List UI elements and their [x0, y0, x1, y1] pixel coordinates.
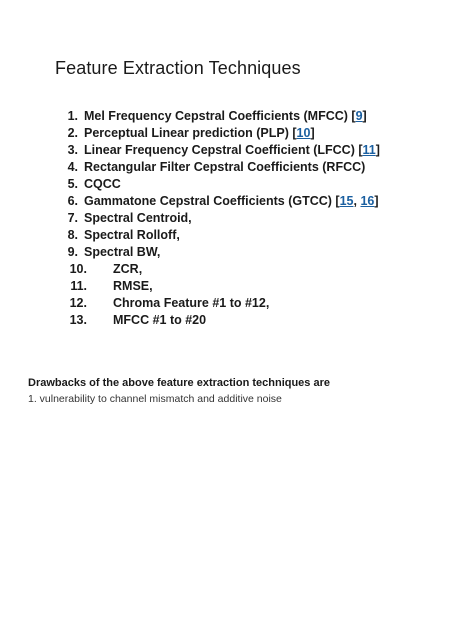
citation-link[interactable]: 9 — [355, 109, 363, 123]
list-text: ZCR, — [113, 262, 143, 276]
list-text: Chroma Feature #1 to #12, — [113, 296, 270, 310]
list-text: Spectral Rolloff, — [84, 228, 180, 242]
list-text: Spectral BW, — [84, 245, 161, 259]
list-number: 5. — [67, 177, 78, 191]
list-text: MFCC #1 to #20 — [113, 313, 207, 327]
list-number: 7. — [67, 211, 78, 225]
list-number: 13. — [69, 313, 87, 327]
citation-link[interactable]: 11 — [362, 143, 376, 157]
list-number: 8. — [67, 228, 78, 242]
citation-link[interactable]: 16 — [360, 194, 375, 208]
citation-link[interactable]: 10 — [296, 126, 311, 140]
citation-link[interactable]: 15 — [339, 194, 354, 208]
list-number: 2. — [67, 126, 78, 140]
list-number: 1. — [67, 109, 78, 123]
list-text: Rectangular Filter Cepstral Coefficients (RFCC) — [84, 160, 366, 174]
drawbacks-item: 1. vulnerability to channel mismatch and additive noise — [28, 393, 282, 405]
list-number: 3. — [67, 143, 78, 157]
list-number: 6. — [67, 194, 78, 208]
list-text: CQCC — [84, 177, 121, 191]
list-text: Spectral Centroid, — [84, 211, 192, 225]
list-text: RMSE, — [113, 279, 153, 293]
list-number: 11. — [70, 279, 87, 293]
drawbacks-heading: Drawbacks of the above feature extraction techniques are — [28, 377, 330, 389]
page-title: Feature Extraction Techniques — [55, 58, 301, 78]
list-text: Linear Frequency Cepstral Coefficient (LFCC) [11] — [84, 143, 380, 157]
list-number: 12. — [69, 296, 87, 310]
list-number: 9. — [67, 245, 78, 259]
list-text: Mel Frequency Cepstral Coefficients (MFCC) [9] — [84, 109, 367, 123]
list-text: Perceptual Linear prediction (PLP) [10] — [84, 126, 315, 140]
list-number: 4. — [67, 160, 78, 174]
list-number: 10. — [69, 262, 87, 276]
list-text: Gammatone Cepstral Coefficients (GTCC) [15, 16] — [84, 194, 379, 208]
